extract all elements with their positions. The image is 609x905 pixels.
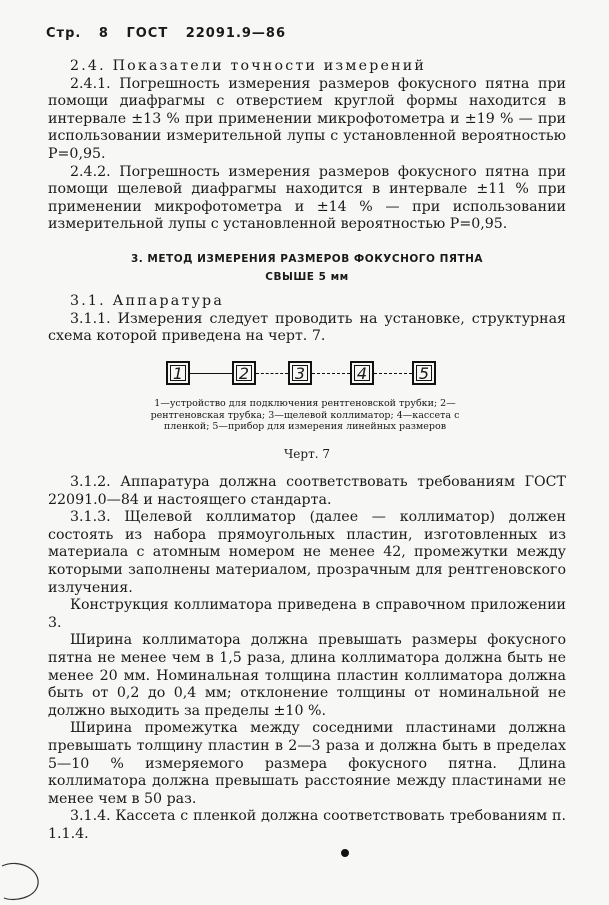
diagram-link-4-5: [374, 373, 412, 374]
diagram-box-1: 1: [166, 361, 190, 385]
block-diagram: [162, 361, 442, 391]
diagram-box-3: 3: [288, 361, 312, 385]
ink-dot: [341, 849, 349, 857]
body-text: [48, 474, 566, 843]
page-number: 8: [98, 26, 109, 41]
diagram-link-2-3: [256, 373, 288, 374]
diagram-caption: 1—устройство для подключения рентгеновской трубки; 2—рентгеновская трубка; 3—щелевой коллиматор; 4—кассета с пленкой; 5—прибор для измерения линейных размеров: [150, 398, 460, 432]
paragraph-3-1-3: 3.1.3. Щелевой коллиматор (далее — коллиматор) должен состоять из набора прямоугольных пластин, изготовленных из материала с атомным номером не менее 42, промежутки между которыми заполнены материалом, прозрачным для рентгеновского излучения.: [48, 509, 566, 596]
diagram-link-1-2: [190, 373, 232, 374]
subsection-3-1-title: 3.1. Аппаратура: [70, 293, 224, 309]
section-3-title-line1: 3. МЕТОД ИЗМЕРЕНИЯ РАЗМЕРОВ ФОКУСНОГО ПЯТНА: [130, 253, 484, 265]
diagram-link-3-4: [312, 373, 350, 374]
paragraph-3-1-1: 3.1.1. Измерения следует проводить на установке, структурная схема которой приведена на черт. 7.: [48, 310, 566, 345]
paragraph-3-1-4: 3.1.4. Кассета с пленкой должна соответствовать требованиям п. 1.1.4.: [48, 808, 566, 842]
paragraph-3-1-3-width: Ширина коллиматора должна превышать размеры фокусного пятна не менее чем в 1,5 раза, длина коллиматора должна быть не менее 20 мм. Номинальная толщина пластин коллиматора должна быть от 0,2 до 0,4 мм; отклонение толщины от номинальной не должно выходить за пределы ±10 %.: [48, 632, 566, 719]
section-3-1: [48, 293, 566, 346]
paragraph-3-1-3-appendix: Конструкция коллиматора приведена в справочном приложении 3.: [48, 597, 566, 631]
section-3-title: [48, 250, 566, 286]
paragraph-2-4-2: 2.4.2. Погрешность измерения размеров фокусного пятна при помощи щелевой диафрагмы находится в интервале ±11 % при применении микрофотометра и ±14 % — при использовании измерительной лупы с установленной вероятностью P=0,95.: [48, 163, 566, 233]
doc-number: 22091.9—86: [185, 26, 287, 41]
section-3-title-line2: СВЫШЕ 5 мм: [265, 271, 349, 283]
page-label: Стр.: [46, 26, 82, 41]
diagram-box-4: 4: [350, 361, 374, 385]
diagram-box-2: 2: [232, 361, 256, 385]
diagram-box-5: 5: [412, 361, 436, 385]
paragraph-3-1-3-gap: Ширина промежутка между соседними пластинами должна превышать толщину пластин в 2—3 раза и должна быть в пределах 5—10 % измеряемого размера фокусного пятна. Длина коллиматора должна превышать расстояние между пластинами не менее чем в 50 раз.: [48, 720, 566, 807]
corner-scribble: [0, 858, 50, 905]
section-2-4-title: 2.4. Показатели точности измерений: [70, 58, 427, 74]
figure-label: Черт. 7: [284, 447, 330, 461]
paragraph-3-1-2: 3.1.2. Аппаратура должна соответствовать требованиям ГОСТ 22091.0—84 и настоящего стандарта.: [48, 474, 566, 508]
paragraph-2-4-1: 2.4.1. Погрешность измерения размеров фокусного пятна при помощи диафрагмы с отверстием круглой формы находится в интервале ±13 % при применении микрофотометра и ±19 % — при использовании измерительной лупы с установленной вероятностью P=0,95.: [48, 75, 566, 162]
section-2-4: [48, 58, 566, 234]
standard-label: ГОСТ: [126, 26, 169, 41]
page-header: [46, 26, 298, 41]
